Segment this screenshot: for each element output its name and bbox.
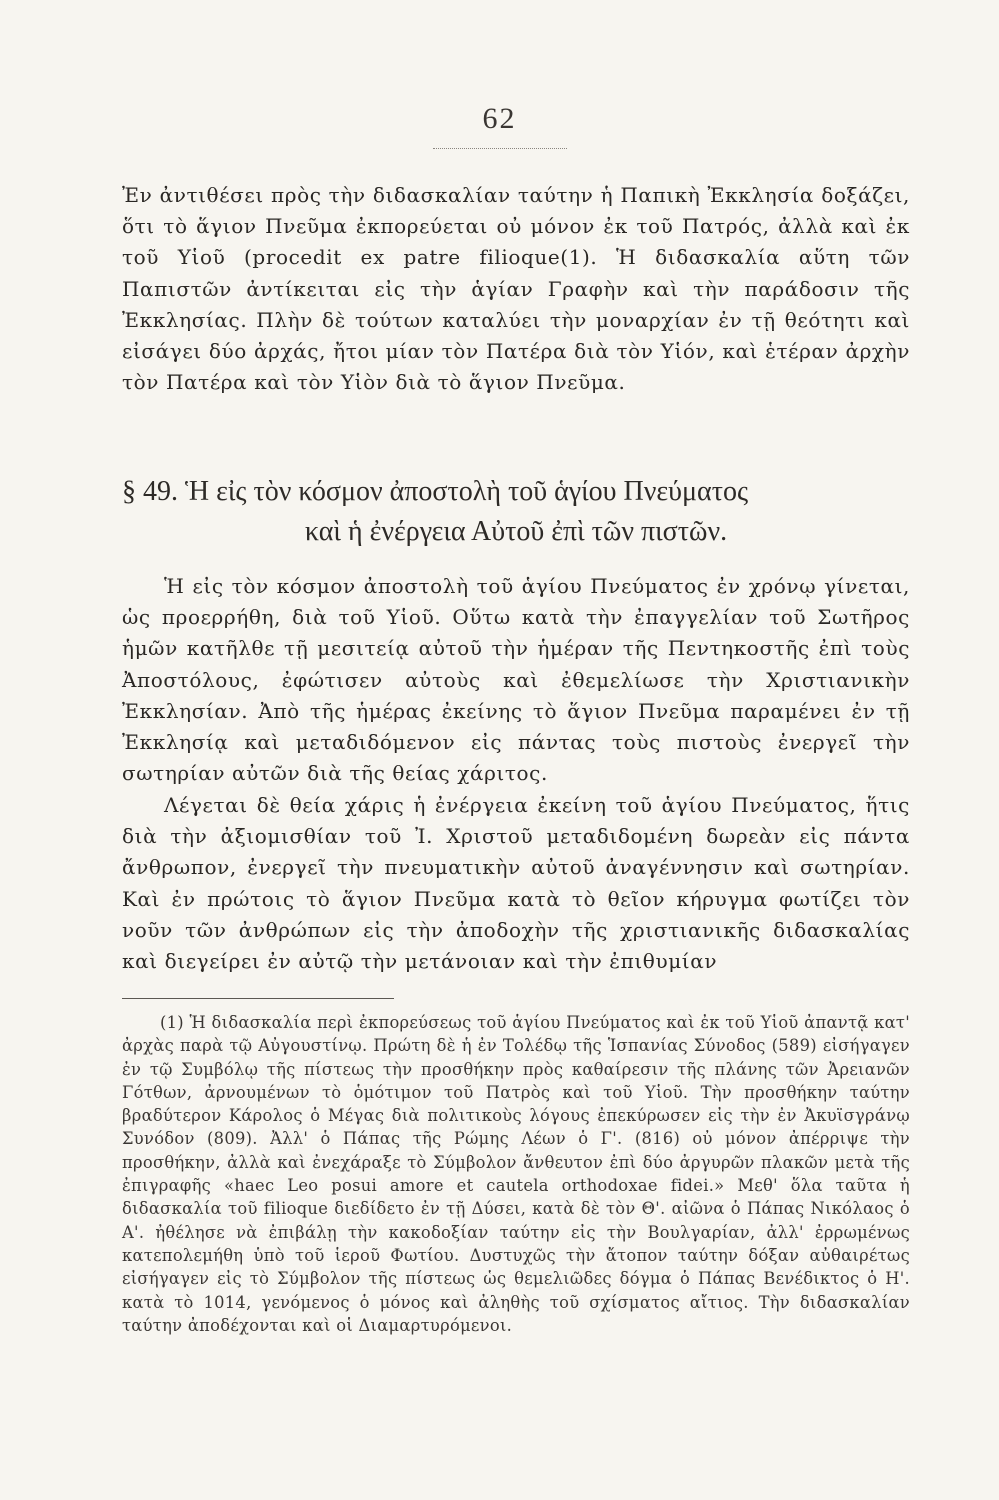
paragraph-mission-of-spirit: Ἡ εἰς τὸν κόσμον ἀποστολὴ τοῦ ἁγίου Πνεύματος ἐν χρόνῳ γίνεται, ὡς προερρήθη, διὰ τοῦ Υἱοῦ. Οὕτω κατὰ τὴν ἐπαγγελίαν τοῦ Σωτῆρος ἡμῶν κατῆλθε τῇ μεσιτείᾳ αὐτοῦ τὴν ἡμέραν τῆς Πεντηκοστῆς ἐπὶ τοὺς Ἀποστόλους, ἐφώτισεν αὐτοὺς καὶ ἐθεμελίωσε τὴν Χριστιανικὴν Ἐκκλησίαν. Ἀπὸ τῆς ἡμέρας ἐκείνης τὸ ἅγιον Πνεῦμα παραμένει ἐν τῇ Ἐκκλησίᾳ καὶ μεταδιδόμενον εἰς πάντας τοὺς πιστοὺς ἐνεργεῖ τὴν σωτηρίαν αὐτῶν διὰ τῆς θείας χάριτος.: [122, 574, 910, 786]
footnote-divider: [122, 998, 394, 999]
paragraph-divine-grace: Λέγεται δὲ θεία χάρις ἡ ἐνέργεια ἐκείνη τοῦ ἁγίου Πνεύματος, ἥτις διὰ τὴν ἀξιομισθίαν τοῦ Ἰ. Χριστοῦ μεταδιδομένη δωρεὰν εἰς πάντα ἄνθρωπον, ἐνεργεῖ τὴν πνευματικὴν αὐτοῦ ἀναγέννησιν καὶ σωτηρίαν. Καὶ ἐν πρώτοις τὸ ἅγιον Πνεῦμα κατὰ τὸ θεῖον κήρυγμα φωτίζει τὸν νοῦν τῶν ἀνθρώπων εἰς τὴν ἀποδοχὴν τῆς χριστιανικῆς διδασκαλίας καὶ διεγείρει ἐν αὐτῷ τὴν μετάνοιαν καὶ τὴν ἐπιθυμίαν: [122, 793, 910, 974]
section-heading-line-2: καὶ ἡ ἐνέργεια Αὐτοῦ ἐπὶ τῶν πιστῶν.: [304, 516, 728, 547]
footnote-1: (1) Ἡ διδασκαλία περὶ ἐκπορεύσεως τοῦ ἁγίου Πνεύματος καὶ ἐκ τοῦ Υἱοῦ ἀπαντᾷ κατ' ἀρχὰς παρὰ τῷ Αὐγουστίνῳ. Πρώτη δὲ ἡ ἐν Τολέδῳ τῆς Ἱσπανίας Σύνοδος (589) εἰσήγαγεν ἐν τῷ Συμβόλῳ τῆς πίστεως τὴν προσθήκην πρὸς καθαίρεσιν τῆς πλάνης τῶν Ἀρειανῶν Γότθων, ἀρνουμένων τὸ ὁμότιμον τοῦ Πατρὸς καὶ τοῦ Υἱοῦ. Τὴν προσθήκην ταύτην βραδύτερον Κάρολος ὁ Μέγας διὰ πολιτικοὺς λόγους ἐπεκύρωσεν εἰς τὴν ἐν Ἀκυϊσγράνῳ Συνόδον (809). Ἀλλ' ὁ Πάπας τῆς Ρώμης Λέων ὁ Γ'. (816) οὐ μόνον ἀπέρριψε τὴν προσθήκην, ἀλλὰ καὶ ἐνεχάραξε τὸ Σύμβολον ἄνθευτον ἐπὶ δύο ἀργυρῶν πλακῶν μετὰ τῆς ἐπιγραφῆς «haec Leo posui amore et cautela orthodoxae fidei.» Μεθ' ὅλα ταῦτα ἡ διδασκαλία τοῦ filioque διεδίδετο ἐν τῇ Δύσει, κατὰ δὲ τὸν Θ'. αἰῶνα ὁ Πάπας Νικόλαος ὁ Α'. ἠθέλησε νὰ ἐπιβάλῃ τὴν κακοδοξίαν ταύτην εἰς τὴν Βουλγαρίαν, ἀλλ' ἐρρωμένως κατεπολεμήθη ὑπὸ τοῦ ἱεροῦ Φωτίου. Δυστυχῶς τὴν ἄτοπον ταύτην δόξαν αὐθαιρέτως εἰσήγαγεν εἰς τὸ Σύμβολον τῆς πίστεως ὡς θεμελιῶδες δόγμα ὁ Πάπας Βενέδικτος ὁ Η'. κατὰ τὸ 1014, γενόμενος ὁ μόνος καὶ ἀληθὴς τοῦ σχίσματος αἴτιος. Τὴν διδασκαλίαν ταύτην ἀποδέχονται καὶ οἱ Διαμαρτυρόμενοι.: [122, 1013, 910, 1335]
page-number: 62: [482, 102, 517, 135]
page-number-rule: [433, 148, 567, 149]
paragraph-filioque-doctrine: Ἐν ἀντιθέσει πρὸς τὴν διδασκαλίαν ταύτην ἡ Παπικὴ Ἐκκλησία δοξάζει, ὅτι τὸ ἅγιον Πνεῦμα ἐκπορεύεται οὐ μόνον ἐκ τοῦ Πατρός, ἀλλὰ καὶ ἐκ τοῦ Υἱοῦ (procedit ex patre filioque(1). Ἡ διδασκαλία αὕτη τῶν Παπιστῶν ἀντίκειται εἰς τὴν ἁγίαν Γραφὴν καὶ τὴν παράδοσιν τῆς Ἐκκλησίας. Πλὴν δὲ τούτων καταλύει τὴν μοναρχίαν ἐν τῇ θεότητι καὶ εἰσάγει δύο ἀρχάς, ἤτοι μίαν τὸν Πατέρα διὰ τὸν Υἱόν, καὶ ἑτέραν ἀρχὴν τὸν Πατέρα καὶ τὸν Υἱὸν διὰ τὸ ἅγιον Πνεῦμα.: [122, 183, 910, 395]
section-heading-line-1: § 49. Ἡ εἰς τὸν κόσμον ἀποστολὴ τοῦ ἁγίου Πνεύματος: [122, 476, 749, 507]
section-heading: [122, 472, 910, 552]
